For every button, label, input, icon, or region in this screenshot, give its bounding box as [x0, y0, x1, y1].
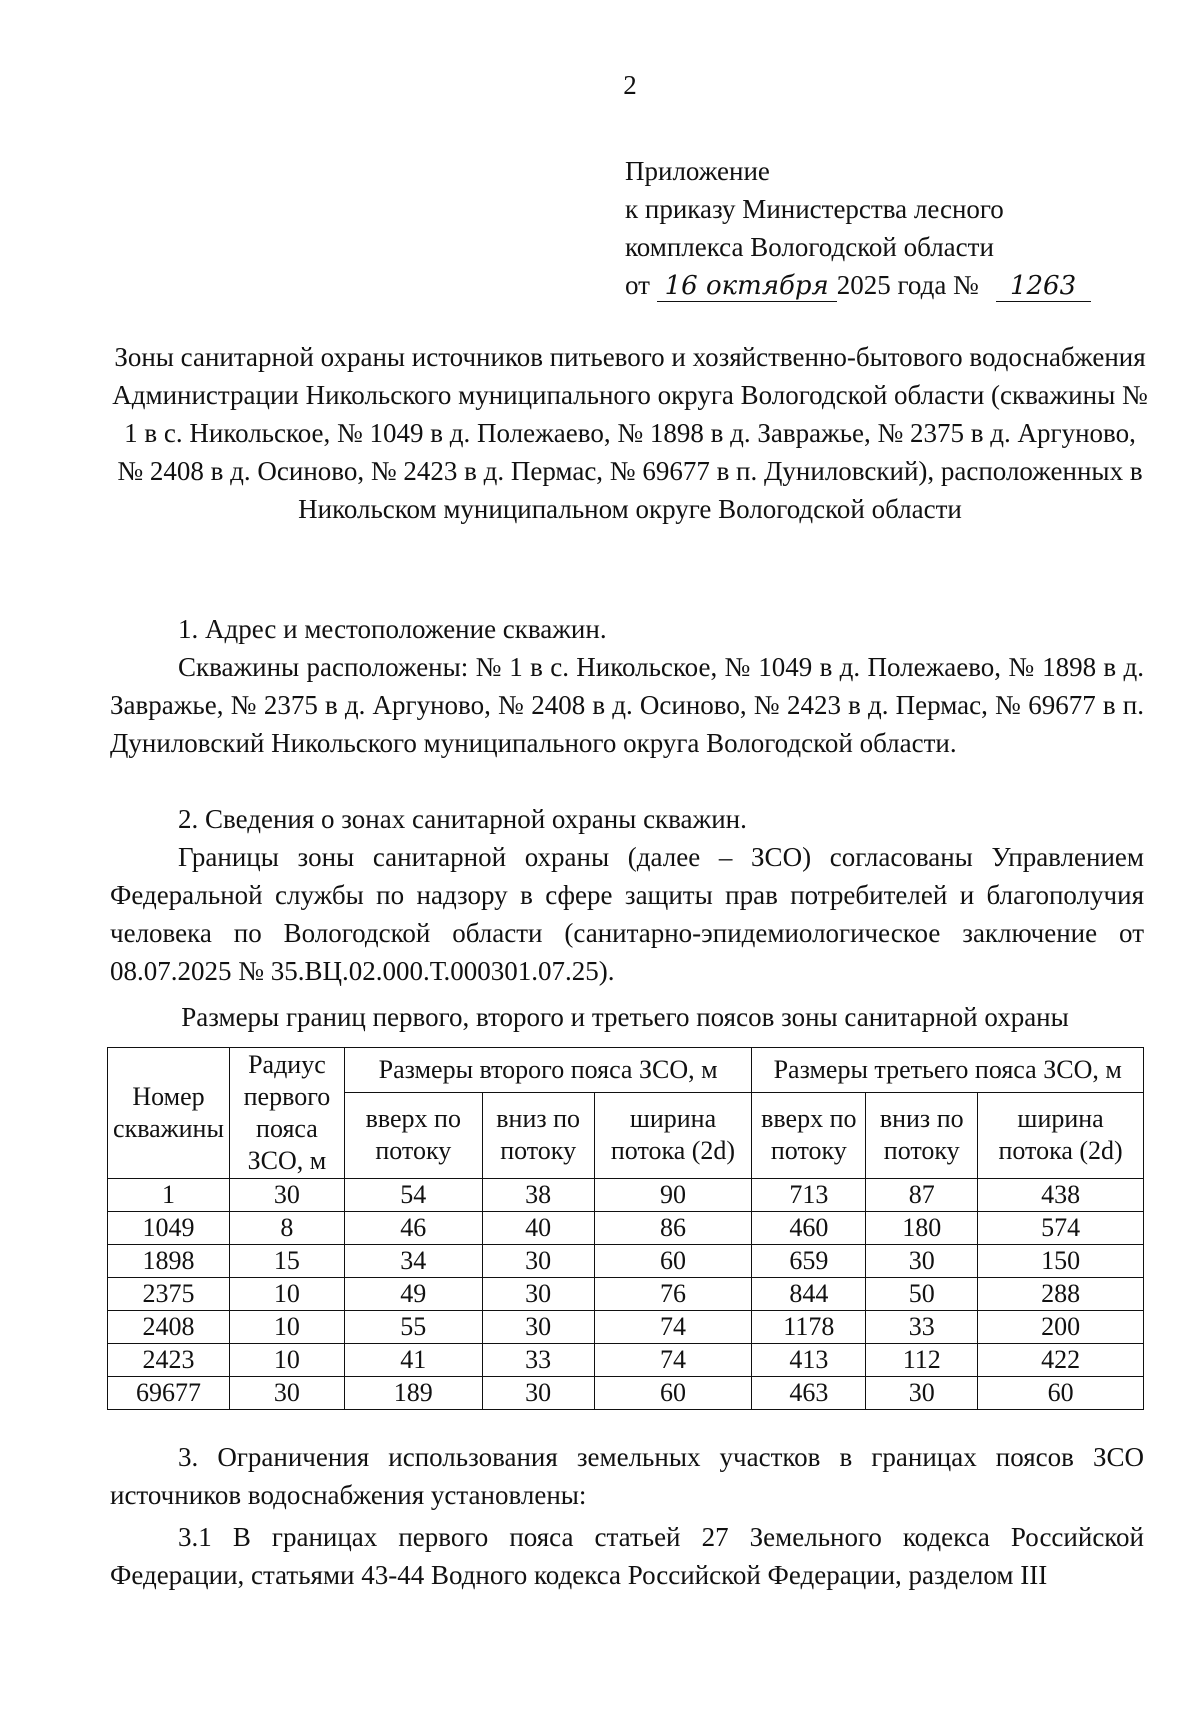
cell-z3-width: 200: [978, 1311, 1144, 1344]
header-zone3-width: ширина потока (2d): [978, 1092, 1144, 1178]
header-zone2-up: вверх по потоку: [344, 1092, 482, 1178]
cell-z3-width: 574: [978, 1212, 1144, 1245]
cell-z2-up: 49: [344, 1278, 482, 1311]
cell-radius: 10: [229, 1278, 344, 1311]
cell-z2-up: 46: [344, 1212, 482, 1245]
cell-z3-down: 112: [866, 1344, 978, 1377]
cell-z3-up: 1178: [752, 1311, 866, 1344]
cell-z2-up: 55: [344, 1311, 482, 1344]
cell-radius: 30: [229, 1179, 344, 1212]
cell-z3-up: 413: [752, 1344, 866, 1377]
section-3: [110, 1438, 1144, 1594]
header-zone-3: Размеры третьего пояса ЗСО, м: [752, 1048, 1144, 1093]
cell-well: 69677: [108, 1377, 230, 1410]
table-row: [108, 1245, 1144, 1278]
header-well-number: Номер скважины: [108, 1048, 230, 1179]
cell-z3-down: 180: [866, 1212, 978, 1245]
section-1-heading: 1. Адрес и местоположение скважин.: [178, 614, 607, 644]
section-2-heading: 2. Сведения о зонах санитарной охраны скважин.: [178, 804, 747, 834]
handwritten-date: 16 октября: [657, 271, 837, 302]
cell-z3-down: 30: [866, 1377, 978, 1410]
cell-z3-up: 659: [752, 1245, 866, 1278]
cell-z2-down: 30: [482, 1245, 594, 1278]
cell-z2-down: 30: [482, 1278, 594, 1311]
cell-radius: 30: [229, 1377, 344, 1410]
cell-z2-width: 74: [594, 1311, 752, 1344]
table-row: [108, 1278, 1144, 1311]
appendix-line: Приложение: [625, 156, 770, 186]
date-suffix: 2025 года №: [836, 270, 979, 300]
cell-z2-down: 30: [482, 1311, 594, 1344]
cell-z3-width: 288: [978, 1278, 1144, 1311]
cell-z2-width: 60: [594, 1245, 752, 1278]
cell-z2-up: 54: [344, 1179, 482, 1212]
cell-z3-down: 87: [866, 1179, 978, 1212]
header-zone2-down: вниз по потоку: [482, 1092, 594, 1178]
cell-radius: 10: [229, 1344, 344, 1377]
cell-well: 1049: [108, 1212, 230, 1245]
section-1-text: Скважины расположены: № 1 в с. Никольское, № 1049 в д. Полежаево, № 1898 в д. Завражье, № 2375 в д. Аргуново, № 2408 в д. Осиново, № 2423 в д. Пермас, № 69677 в п. Дуниловский Никольского муниципального округа Вологодской области.: [110, 652, 1144, 758]
cell-z3-width: 438: [978, 1179, 1144, 1212]
cell-z2-up: 189: [344, 1377, 482, 1410]
cell-z2-down: 38: [482, 1179, 594, 1212]
header-zone-2: Размеры второго пояса ЗСО, м: [344, 1048, 751, 1093]
cell-z3-down: 33: [866, 1311, 978, 1344]
header-zone2-width: ширина потока (2d): [594, 1092, 752, 1178]
table-row: [108, 1311, 1144, 1344]
appendix-date-line: [625, 266, 1091, 304]
section-3-heading: 3. Ограничения использования земельных участков в границах поясов ЗСО источников водоснабжения установлены:: [110, 1442, 1144, 1510]
cell-z2-up: 41: [344, 1344, 482, 1377]
table-row: [108, 1212, 1144, 1245]
table-caption: Размеры границ первого, второго и третьего поясов зоны санитарной охраны: [181, 1002, 1069, 1032]
cell-z3-width: 422: [978, 1344, 1144, 1377]
cell-z3-width: 60: [978, 1377, 1144, 1410]
document-title: Зоны санитарной охраны источников питьевого и хозяйственно-бытового водоснабжения Администрации Никольского муниципального округа Вологодской области (скважины № 1 в с. Никольское, № 1049 в д. Полежаево, № 1898 в д. Завражье, № 2375 в д. Аргуново, № 2408 в д. Осиново, № 2423 в д. Пермас, № 69677 в п. Дуниловский), расположенных в Никольском муниципальном округе Вологодской области: [112, 342, 1148, 524]
cell-radius: 15: [229, 1245, 344, 1278]
cell-z3-up: 844: [752, 1278, 866, 1311]
section-3-1-text: 3.1 В границах первого пояса статьей 27 Земельного кодекса Российской Федерации, статьями 43-44 Водного кодекса Российской Федерации, разделом III: [110, 1522, 1144, 1590]
cell-z2-down: 30: [482, 1377, 594, 1410]
cell-z2-width: 90: [594, 1179, 752, 1212]
appendix-line: комплекса Вологодской области: [625, 232, 994, 262]
cell-well: 2423: [108, 1344, 230, 1377]
cell-radius: 10: [229, 1311, 344, 1344]
cell-z3-up: 460: [752, 1212, 866, 1245]
appendix-line: к приказу Министерства лесного: [625, 194, 1004, 224]
header-zone3-up: вверх по потоку: [752, 1092, 866, 1178]
header-radius: Радиус первого пояса ЗСО, м: [229, 1048, 344, 1179]
cell-z3-down: 30: [866, 1245, 978, 1278]
section-2: [110, 800, 1144, 990]
table-row: [108, 1377, 1144, 1410]
table-row: [108, 1344, 1144, 1377]
page-number: 2: [623, 70, 637, 100]
cell-well: 1898: [108, 1245, 230, 1278]
section-1: [110, 610, 1144, 762]
cell-z2-down: 33: [482, 1344, 594, 1377]
cell-well: 2375: [108, 1278, 230, 1311]
header-zone3-down: вниз по потоку: [866, 1092, 978, 1178]
cell-well: 1: [108, 1179, 230, 1212]
cell-z3-up: 713: [752, 1179, 866, 1212]
cell-z2-width: 74: [594, 1344, 752, 1377]
zso-table: [107, 1047, 1144, 1410]
cell-z2-up: 34: [344, 1245, 482, 1278]
cell-z2-down: 40: [482, 1212, 594, 1245]
appendix-block: [625, 152, 1091, 304]
handwritten-order-number: 1263: [996, 271, 1091, 302]
cell-z2-width: 86: [594, 1212, 752, 1245]
cell-well: 2408: [108, 1311, 230, 1344]
date-prefix: от: [625, 270, 650, 300]
cell-z3-up: 463: [752, 1377, 866, 1410]
cell-z3-width: 150: [978, 1245, 1144, 1278]
cell-radius: 8: [229, 1212, 344, 1245]
table-row: [108, 1179, 1144, 1212]
cell-z2-width: 60: [594, 1377, 752, 1410]
section-2-text: Границы зоны санитарной охраны (далее – ЗСО) согласованы Управлением Федеральной службы по надзору в сфере защиты прав потребителей и благополучия человека по Вологодской области (санитарно-эпидемиологическое заключение от 08.07.2025 № 35.ВЦ.02.000.Т.000301.07.25).: [110, 842, 1144, 986]
cell-z2-width: 76: [594, 1278, 752, 1311]
cell-z3-down: 50: [866, 1278, 978, 1311]
